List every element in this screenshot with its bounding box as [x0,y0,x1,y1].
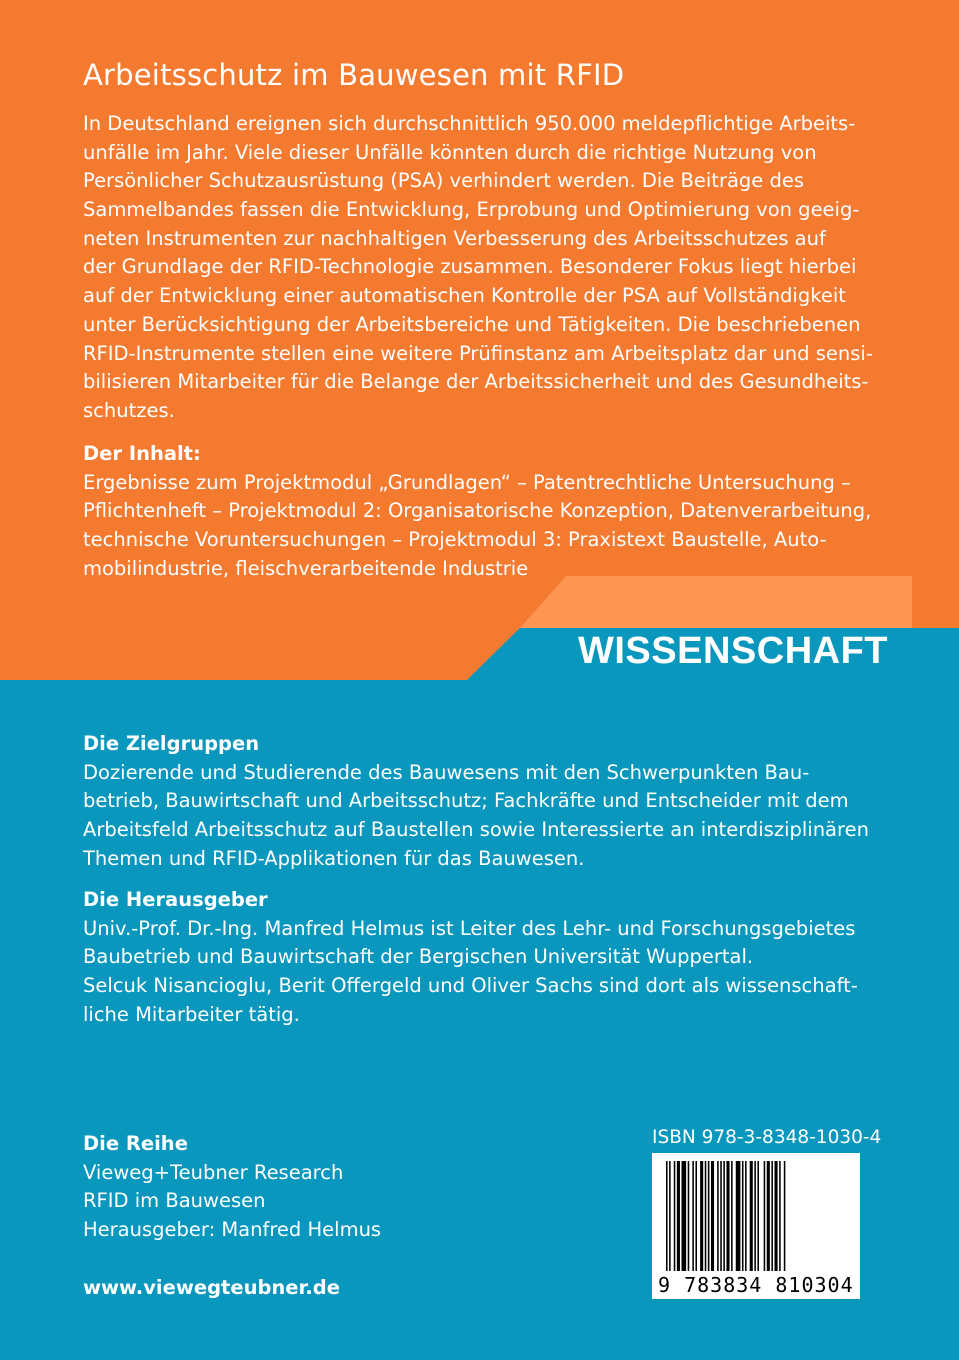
barcode-bar [723,1161,725,1271]
barcode-bar [764,1161,766,1271]
barcode-bar [682,1161,687,1271]
text-line: liche Mitarbeiter tätig. [83,1002,300,1026]
book-title: Arbeitsschutz im Bauwesen mit RFID [83,58,625,92]
text-line: Sammelbandes fassen die Entwicklung, Erprobung und Optimierung von geeig- [83,198,860,222]
text-line: RFID im Bauwesen [83,1189,266,1213]
barcode-bar [708,1161,710,1271]
text-line: Arbeitsfeld Arbeitsschutz auf Baustellen sowie Interessierte an interdisziplinären [83,818,869,842]
barcode-bar [736,1161,741,1271]
barcode-bar [692,1161,694,1271]
text-line: Ergebnisse zum Projektmodul „Grundlagen“ – Patentrechtliche Untersuchung – [83,470,851,494]
barcode-digits: 9 783834 810304 [658,1273,854,1297]
band-edge [912,576,959,628]
isbn-label: ISBN 978-3-8348-1030-4 [652,1127,882,1148]
section-heading: Die Herausgeber [83,888,268,911]
barcode [652,1153,860,1299]
text-line: In Deutschland ereignen sich durchschnittlich 950.000 meldepflichtige Arbeits- [83,112,856,135]
text-line: der Grundlage der RFID-Technologie zusammen. Besonderer Fokus liegt hierbei [83,255,857,279]
barcode-bar [695,1161,697,1271]
text-line: schutzes. [83,398,175,422]
section-heading: Die Zielgruppen [83,732,260,755]
section-heading: Die Reihe [83,1132,188,1155]
text-line: mobilindustrie, fleischverarbeitende Industrie [83,556,529,580]
series-brand: WISSENSCHAFT [578,630,888,672]
barcode-bar [717,1161,719,1271]
barcode-bar [731,1161,733,1271]
barcode-bar [754,1161,756,1271]
text-line: bilisieren Mitarbeiter für die Belange der Arbeitssicherheit und des Gesundheits- [83,370,869,394]
barcode-bar [745,1161,747,1271]
barcode-bar [705,1161,707,1271]
text-line: Baubetrieb und Bauwirtschaft der Bergischen Universität Wuppertal. [83,945,754,969]
barcode-bar [771,1161,773,1271]
barcode-bar [666,1161,668,1271]
barcode-bar [700,1161,703,1271]
barcode-bar [750,1161,753,1271]
barcode-bar [674,1161,676,1271]
section-heading: Der Inhalt: [83,442,201,465]
text-line: Selcuk Nisancioglu, Berit Offergeld und Oliver Sachs sind dort als wissenschaft- [83,974,858,998]
publisher-url[interactable]: www.viewegteubner.de [83,1276,340,1299]
barcode-bar [767,1161,770,1271]
text-line: auf der Entwicklung einer automatischen Kontrolle der PSA auf Vollständigkeit [83,284,846,308]
barcode-bar [720,1161,722,1271]
intro-text [83,110,873,426]
barcode-bars [666,1161,846,1279]
text-line: RFID-Instrumente stellen eine weitere Prüfinstanz am Arbeitsplatz dar und sensi- [83,341,873,365]
text-line: Herausgeber: Manfred Helmus [83,1218,382,1242]
zielgruppen-section [83,730,869,873]
text-line: Vieweg+Teubner Research [83,1160,344,1184]
barcode-bar [784,1161,786,1271]
text-line: unter Berücksichtigung der Arbeitsbereiche und Tätigkeiten. Die beschriebenen [83,312,861,336]
barcode-bar [726,1161,729,1271]
text-line: Themen und RFID-Applikationen für das Bauwesen. [83,846,585,870]
barcode-bar [742,1161,744,1271]
barcode-bar [757,1161,759,1271]
text-line: Persönlicher Schutzausrüstung (PSA) verhindert werden. Die Beiträge des [83,169,805,193]
barcode-bar [669,1161,671,1271]
text-line: unfälle im Jahr. Viele dieser Unfälle könnten durch die richtige Nutzung von [83,140,817,164]
text-line: neten Instrumenten zur nachhaltigen Verbesserung des Arbeitsschutzes auf [83,226,826,250]
barcode-bar [677,1161,680,1271]
text-line: Pflichtenheft – Projektmodul 2: Organisatorische Konzeption, Datenverarbeitung, [83,499,872,523]
inhalt-section [83,440,871,583]
barcode-bar [779,1161,781,1271]
text-line: technische Voruntersuchungen – Projektmodul 3: Praxistext Baustelle, Auto- [83,528,827,552]
reihe-section [83,1130,381,1245]
barcode-bar [711,1161,714,1271]
text-line: betrieb, Bauwirtschaft und Arbeitsschutz; Fachkräfte und Entscheider mit dem [83,789,849,813]
barcode-bar [688,1161,690,1271]
text-line: Univ.-Prof. Dr.-Ing. Manfred Helmus ist Leiter des Lehr- und Forschungsgebietes [83,916,856,940]
herausgeber-section [83,886,858,1029]
barcode-bar [775,1161,778,1271]
text-line: Dozierende und Studierende des Bauwesens mit den Schwerpunkten Bau- [83,760,810,784]
